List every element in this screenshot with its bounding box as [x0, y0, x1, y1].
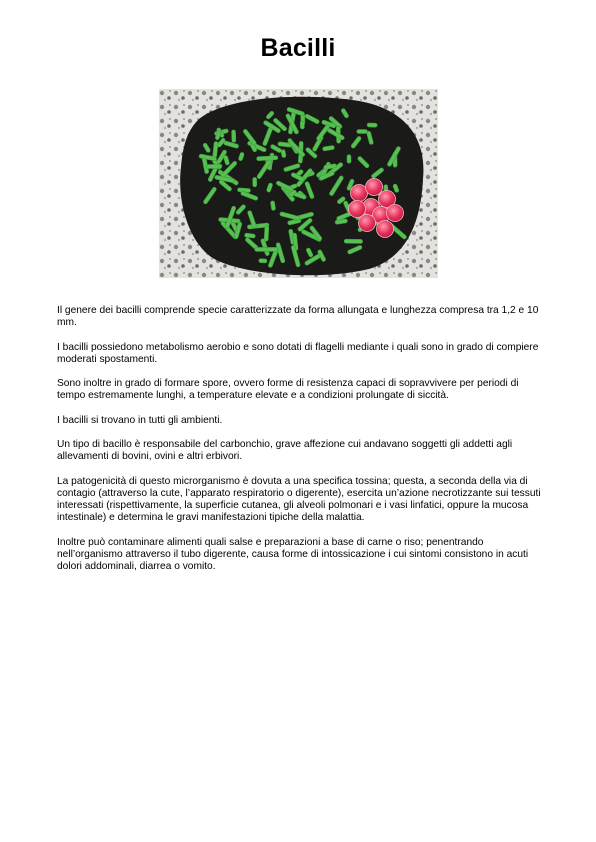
paragraph: I bacilli possiedono metabolismo aerobio e sono dotati di flagelli mediante i quali sono in grado di compiere moderati spostamenti.	[57, 341, 539, 365]
red-cell-shape	[366, 179, 383, 196]
bacillus-shape	[344, 239, 363, 243]
red-cell-shape	[387, 205, 404, 222]
page-title: Bacilli	[260, 34, 336, 62]
bacillus-shape	[231, 130, 235, 143]
paragraph: Un tipo di bacillo è responsabile del carbonchio, grave affezione cui andavano soggetti gli addetti agli allevamenti di bovini, ovini e altri erbivori.	[57, 439, 513, 463]
bacillus-shape	[300, 121, 304, 129]
bacillus-shape	[264, 226, 269, 242]
paragraph: Inoltre può contaminare alimenti quali salse e preparazioni a base di carne o riso; penentrando nell’organismo attraverso il tubo digerente, causa forme di intossicazione i cui sintomi consistono in acuti dolori addominali, diarrea o vomito.	[57, 536, 529, 573]
red-cell-shape	[351, 185, 368, 202]
red-cell-shape	[349, 201, 366, 218]
bacillus-shape	[253, 177, 257, 187]
bacillus-shape	[206, 164, 222, 169]
body-text	[57, 305, 542, 586]
bacilli-micrograph-image	[159, 89, 438, 278]
paragraph: Sono inoltre in grado di formare spore, ovvero forme di resistenza capaci di sopravvivere per periodi di tempo estremamente lunghi, a temperature elevate e a condizioni prolungate di siccità.	[57, 378, 519, 402]
bacillus-shape	[255, 247, 278, 251]
bacillus-shape	[357, 130, 368, 134]
red-cell-shape	[359, 215, 376, 232]
bacillus-shape	[257, 156, 278, 161]
bacillus-shape	[259, 259, 267, 264]
red-cell-shape	[377, 221, 394, 238]
bacillus-shape	[347, 155, 351, 164]
bacillus-shape	[367, 123, 377, 127]
paragraph: I bacilli si trovano in tutti gli ambienti.	[57, 414, 223, 426]
paragraph: Il genere dei bacilli comprende specie caratterizzate da forma allungata e lunghezza compresa tra 1,2 e 10 mm.	[57, 305, 539, 329]
paragraph: La patogenicità di questo microrganismo è dovuta a una specifica tossina; questa, a seconda della via di contagio (attraverso la cute, l’apparato respiratorio o digerente), esercita un’azione necrotizzante sui tessuti interessati (rispettivamente, la superficie cutanea, gli alveoli polmonari e i vasi linfatici, oppure la mucosa intestinale) e determina le gravi manifestazioni tipiche della malattia.	[57, 475, 541, 524]
